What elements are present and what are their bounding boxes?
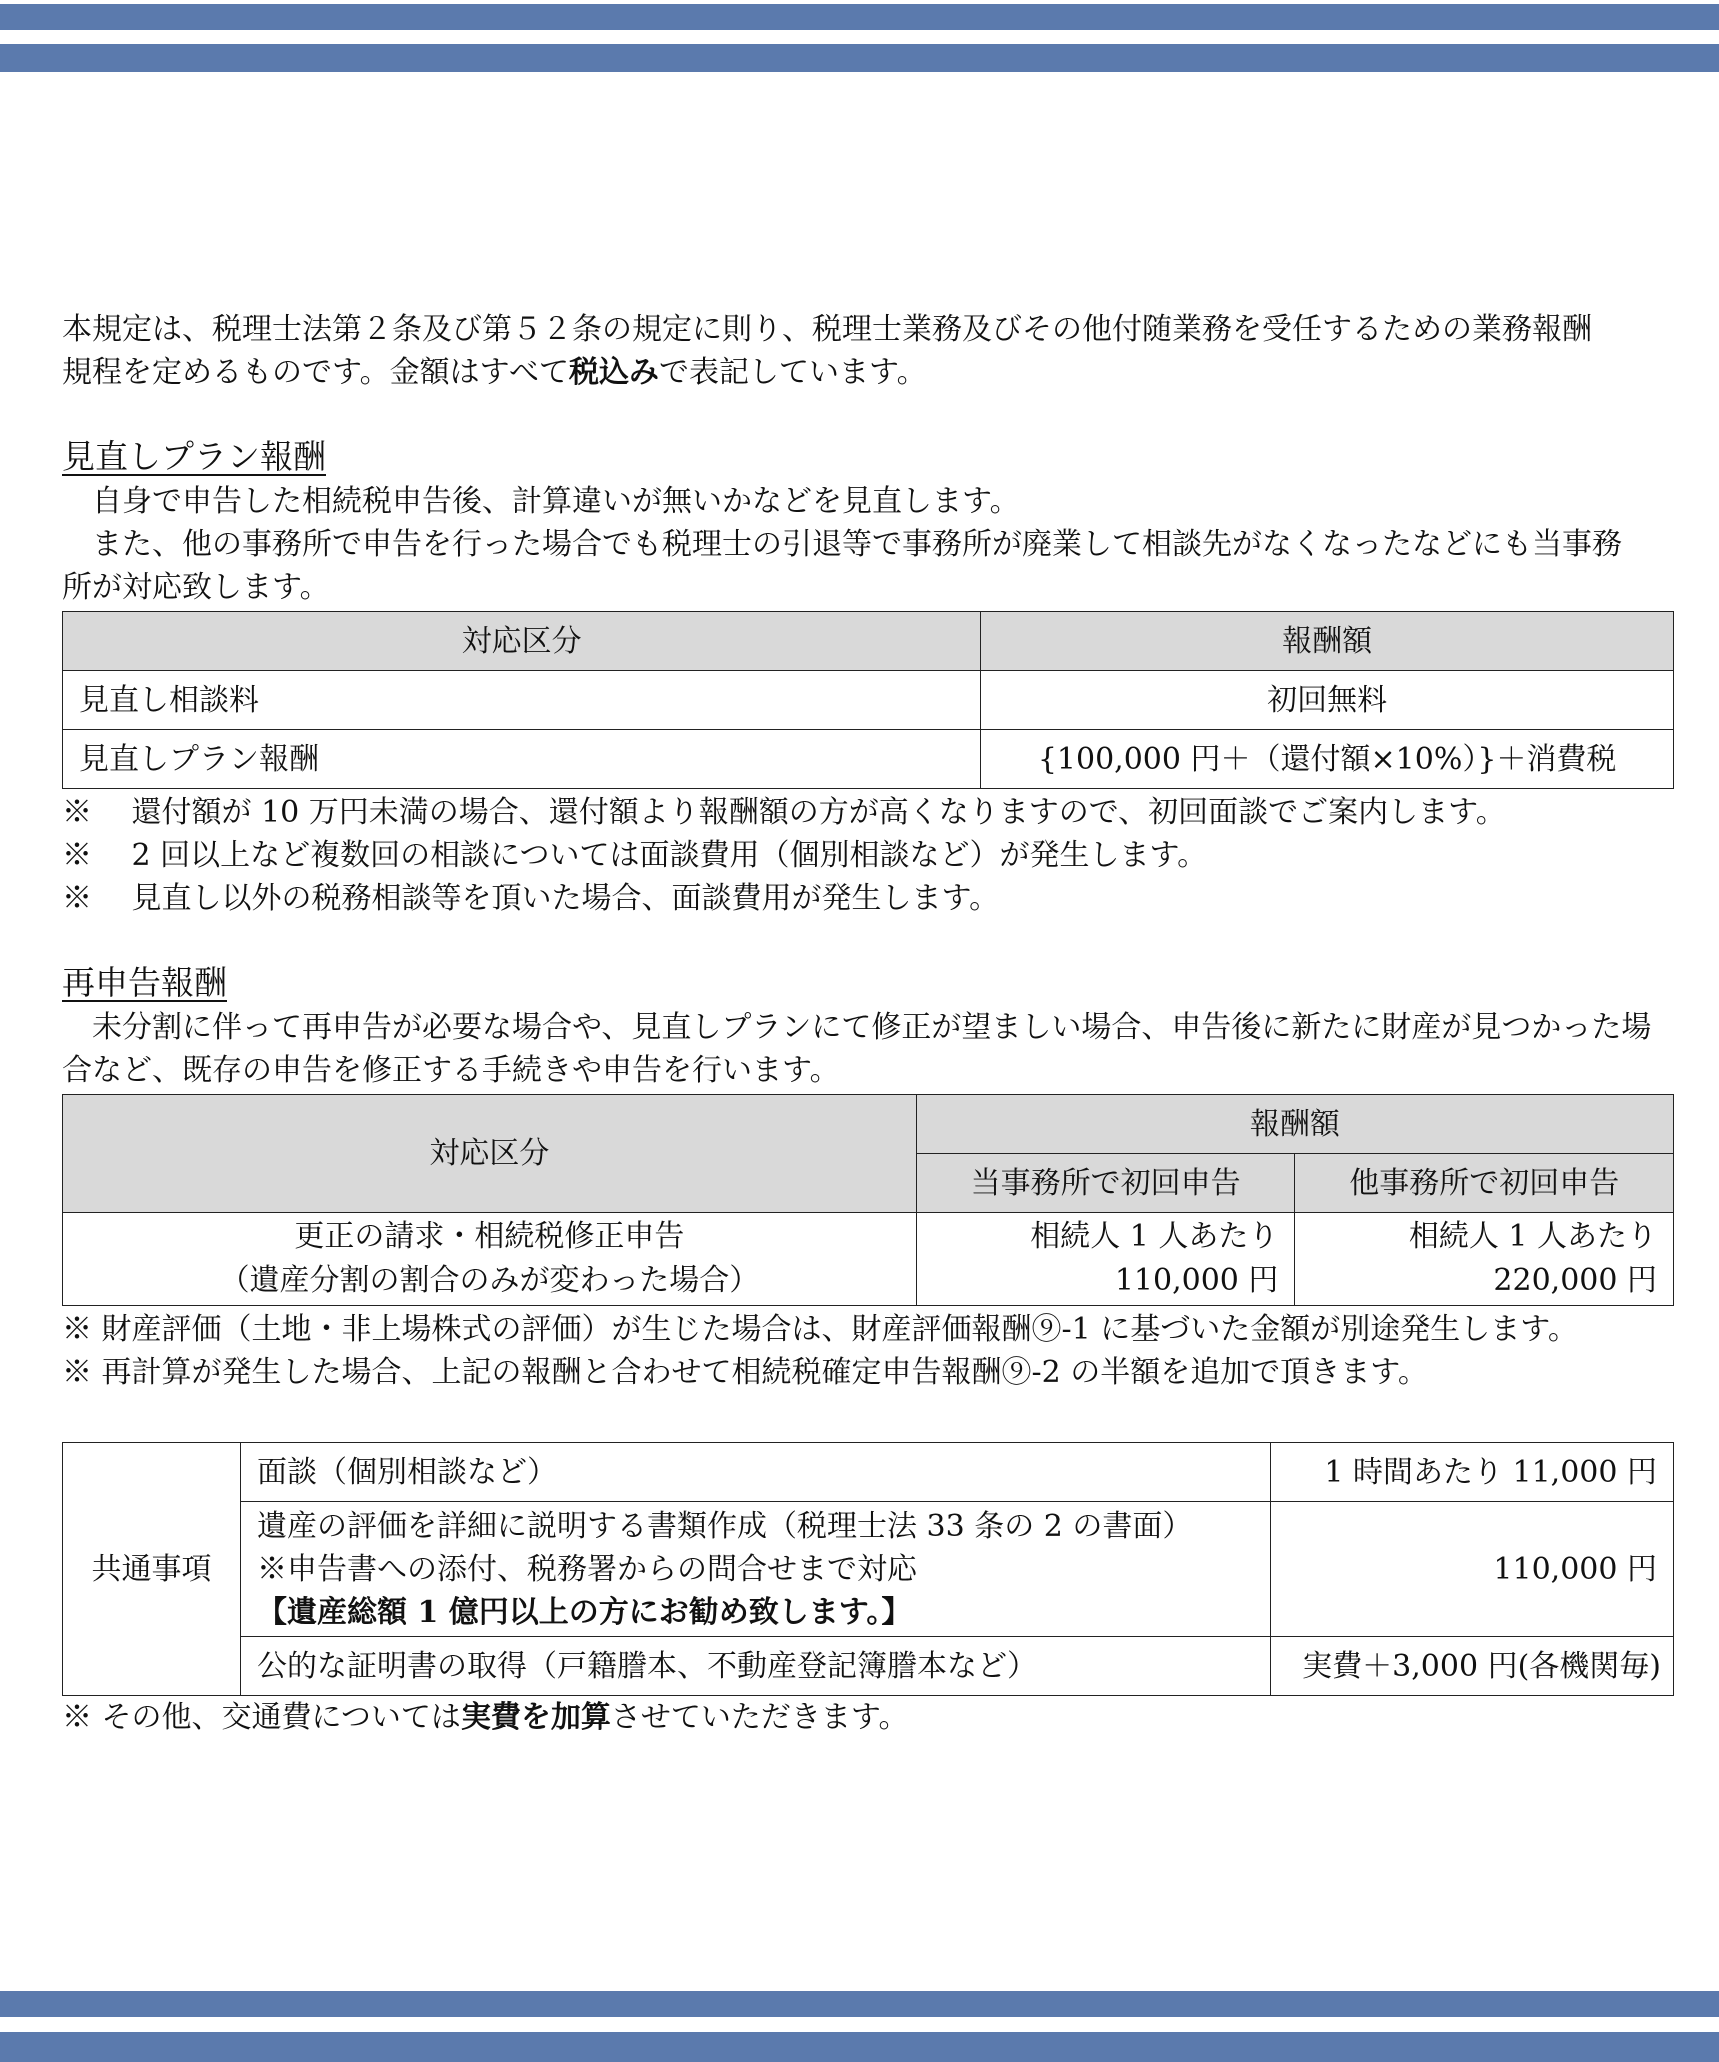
table-header-row [63,1095,1674,1154]
intro-text-c: で表記しています。 [659,355,927,390]
note-item: ※ 再計算が発生した場合、上記の報酬と合わせて相続税確定申告報酬⑨-2 の半額を追加で頂きます。 [62,1355,1428,1390]
row-fee: 110,000 円 [1271,1502,1674,1637]
top-decor-band-1 [0,4,1719,30]
refile-desc-1: 未分割に伴って再申告が必要な場合や、見直しプランにて修正が望ましい場合、申告後に新たに財産が見つかった場 [92,1010,1652,1045]
row-fee: 1 時間あたり 11,000 円 [1271,1443,1674,1502]
row-fee: 実費＋3,000 円(各機関毎) [1271,1637,1674,1696]
header-own-office: 当事務所で初回申告 [916,1154,1295,1213]
fee-own-line-2: 110,000 円 [1114,1263,1279,1298]
fee-own-line-1: 相続人 1 人あたり [1030,1219,1279,1254]
table-row [63,1443,1674,1502]
row-item-line-3: 【遺産総額 1 億円以上の方にお勧め致します。】 [257,1594,912,1630]
bottom-decor-band-1 [0,1991,1719,2017]
header-other-office: 他事務所で初回申告 [1295,1154,1674,1213]
review-desc-1: 自身で申告した相続税申告後、計算違いが無いかなどを見直します。 [92,484,1020,519]
row-fee-other [1295,1213,1674,1306]
common-label: 共通事項 [63,1443,241,1696]
review-notes [62,791,1674,920]
common-note-text-c: させていただきます。 [610,1700,909,1735]
review-desc-2: また、他の事務所で申告を行った場合でも税理士の引退等で事務所が廃業して相談先がなくなったなどにも当事務 [92,527,1622,562]
intro-line-2 [62,351,1674,394]
top-decor-band-2 [0,44,1719,72]
review-fee-table [62,611,1674,789]
note-item: ※ 財産評価（土地・非上場株式の評価）が生じた場合は、財産評価報酬⑨-1 に基づいた金額が別途発生します。 [62,1312,1578,1347]
row-fee: {100,000 円＋（還付額×10%）}＋消費税 [981,730,1674,789]
common-items-table [62,1442,1674,1696]
table-row [63,1213,1674,1306]
bottom-decor-band-2 [0,2032,1719,2062]
intro-paragraph [62,308,1674,394]
refile-desc-2: 合など、既存の申告を修正する手続きや申告を行います。 [62,1053,840,1088]
common-note-text-a: ※ その他、交通費については [62,1700,461,1735]
table-row [63,671,1674,730]
note-item: ※ 2 回以上など複数回の相談については面談費用（個別相談など）が発生します。 [62,838,1208,873]
row-item-line-1: 遺産の評価を詳細に説明する書類作成（税理士法 33 条の 2 の書面） [257,1508,1193,1544]
refile-fee-table [62,1094,1674,1306]
fee-other-line-2: 220,000 円 [1493,1263,1657,1298]
table-row [63,730,1674,789]
table-row [63,1502,1674,1637]
review-desc-3: 所が対応致します。 [62,570,330,605]
common-note-emphasis: 実費を加算 [460,1700,611,1735]
refile-heading: 再申告報酬 [62,963,227,1002]
row-item: 面談（個別相談など） [241,1443,1271,1502]
table-row [63,1637,1674,1696]
header-fee: 報酬額 [981,612,1674,671]
refile-notes [62,1308,1674,1394]
row-category [63,1213,917,1306]
document-body [62,308,1674,1739]
table-header-row [63,612,1674,671]
row-fee: 初回無料 [981,671,1674,730]
row-item: 公的な証明書の取得（戸籍謄本、不動産登記簿謄本など） [241,1637,1271,1696]
row-item-line-2: ※申告書への添付、税務署からの問合せまで対応 [257,1551,917,1587]
header-category: 対応区分 [63,1095,917,1213]
row-category-line-1: 更正の請求・相続税修正申告 [294,1219,685,1254]
common-note [62,1696,1674,1739]
note-item: ※ 見直し以外の税務相談等を頂いた場合、面談費用が発生します。 [62,881,1000,916]
row-item [241,1502,1271,1637]
intro-line-1: 本規定は、税理士法第２条及び第５２条の規定に則り、税理士業務及びその他付随業務を受任するための業務報酬 [62,312,1592,347]
header-fee: 報酬額 [916,1095,1673,1154]
review-heading: 見直しプラン報酬 [62,437,326,476]
intro-emphasis: 税込み [569,355,659,390]
row-fee-own [916,1213,1295,1306]
fee-other-line-1: 相続人 1 人あたり [1408,1219,1657,1254]
intro-text-a: 規程を定めるものです。金額はすべて [62,355,569,390]
row-category: 見直し相談料 [63,671,981,730]
note-item: ※ 還付額が 10 万円未満の場合、還付額より報酬額の方が高くなりますので、初回面談でご案内します。 [62,795,1506,830]
row-category-line-2: （遺産分割の割合のみが変わった場合） [219,1263,760,1298]
row-category: 見直しプラン報酬 [63,730,981,789]
header-category: 対応区分 [63,612,981,671]
